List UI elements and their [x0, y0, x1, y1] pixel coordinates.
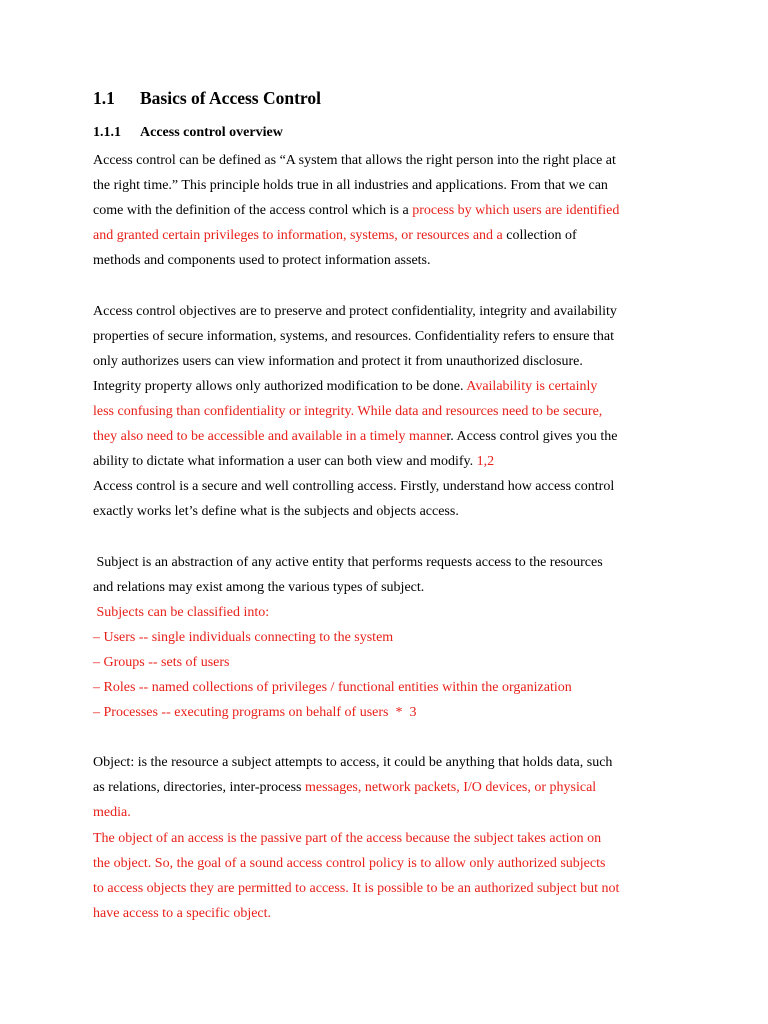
highlighted-text-line: have access to a specific object. — [93, 905, 272, 921]
section-title: Basics of Access Control — [140, 88, 321, 108]
paragraph-definition — [93, 148, 683, 273]
subsection-title: Access control overview — [140, 125, 283, 140]
text-run: collection of — [506, 228, 577, 244]
text-run: Integrity property allows only authorized modification to be done. — [93, 378, 467, 394]
highlighted-text-line: media. — [93, 805, 131, 821]
text-line: only authorizes users can view information and protect it from unauthorized disclosure. — [93, 353, 583, 369]
highlighted-text-line: Subjects can be classified into: — [93, 604, 270, 620]
text-line: and relations may exist among the various types of subject. — [93, 579, 425, 595]
highlighted-text: and granted certain privileges to information, systems, or resources and a — [93, 228, 507, 244]
text-line: methods and components used to protect information assets. — [93, 253, 431, 269]
highlighted-text-line: less confusing than confidentiality or integrity. While data and resources need to be secure, — [93, 403, 603, 419]
highlighted-text-line: to access objects they are permitted to access. It is possible to be an authorized subject but not — [93, 880, 620, 896]
subsection-heading — [93, 123, 683, 143]
text-run: r. Access control gives you the — [446, 429, 618, 445]
text-line — [93, 424, 683, 449]
text-line — [93, 374, 683, 399]
text-line: Object: is the resource a subject attempts to access, it could be anything that holds data, such — [93, 755, 613, 771]
paragraph-object — [93, 750, 683, 926]
text-line: exactly works let’s define what is the subjects and objects access. — [93, 504, 459, 520]
text-line: the right time.” This principle holds true in all industries and applications. From that we can — [93, 178, 608, 194]
text-run: ability to dictate what information a user can both view and modify. — [93, 454, 477, 470]
paragraph-spacer — [93, 524, 683, 549]
list-item: – Users -- single individuals connecting to the system — [93, 629, 394, 645]
highlighted-text: they also need to be accessible and available in a timely manne — [93, 429, 447, 445]
citation-reference: 1,2 — [476, 454, 495, 470]
text-line — [93, 449, 683, 474]
subsection-number: 1.1.1 — [93, 125, 121, 140]
text-line — [93, 223, 683, 248]
text-line — [93, 198, 683, 223]
list-item: – Processes -- executing programs on behalf of users * 3 — [93, 705, 417, 721]
highlighted-text: Availability is certainly — [466, 378, 598, 394]
text-run: as relations, directories, inter-process — [93, 780, 305, 796]
text-line: properties of secure information, systems, and resources. Confidentiality refers to ensure that — [93, 328, 614, 344]
text-line: Subject is an abstraction of any active entity that performs requests access to the resources — [93, 554, 603, 570]
highlighted-text-line: the object. So, the goal of a sound access control policy is to allow only authorized subjects — [93, 855, 606, 871]
text-line: Access control is a secure and well controlling access. Firstly, understand how access control — [93, 479, 615, 495]
document-page — [93, 86, 683, 926]
text-run: come with the definition of the access control which is a — [93, 203, 413, 219]
text-line: Access control objectives are to preserve and protect confidentiality, integrity and availability — [93, 303, 617, 319]
paragraph-spacer — [93, 273, 683, 298]
list-item: – Groups -- sets of users — [93, 654, 230, 670]
list-item: – Roles -- named collections of privileges / functional entities within the organization — [93, 679, 572, 695]
paragraph-spacer — [93, 725, 683, 750]
section-heading — [93, 86, 683, 110]
section-number: 1.1 — [93, 88, 115, 108]
highlighted-text: messages, network packets, I/O devices, or physical — [304, 780, 597, 796]
paragraph-objectives — [93, 299, 683, 525]
text-line — [93, 775, 683, 800]
text-line: Access control can be defined as “A system that allows the right person into the right place at — [93, 153, 616, 168]
highlighted-text: process by which users are identified — [412, 203, 620, 219]
highlighted-text-line: The object of an access is the passive part of the access because the subject takes action on — [93, 830, 602, 846]
paragraph-subjects — [93, 550, 683, 726]
